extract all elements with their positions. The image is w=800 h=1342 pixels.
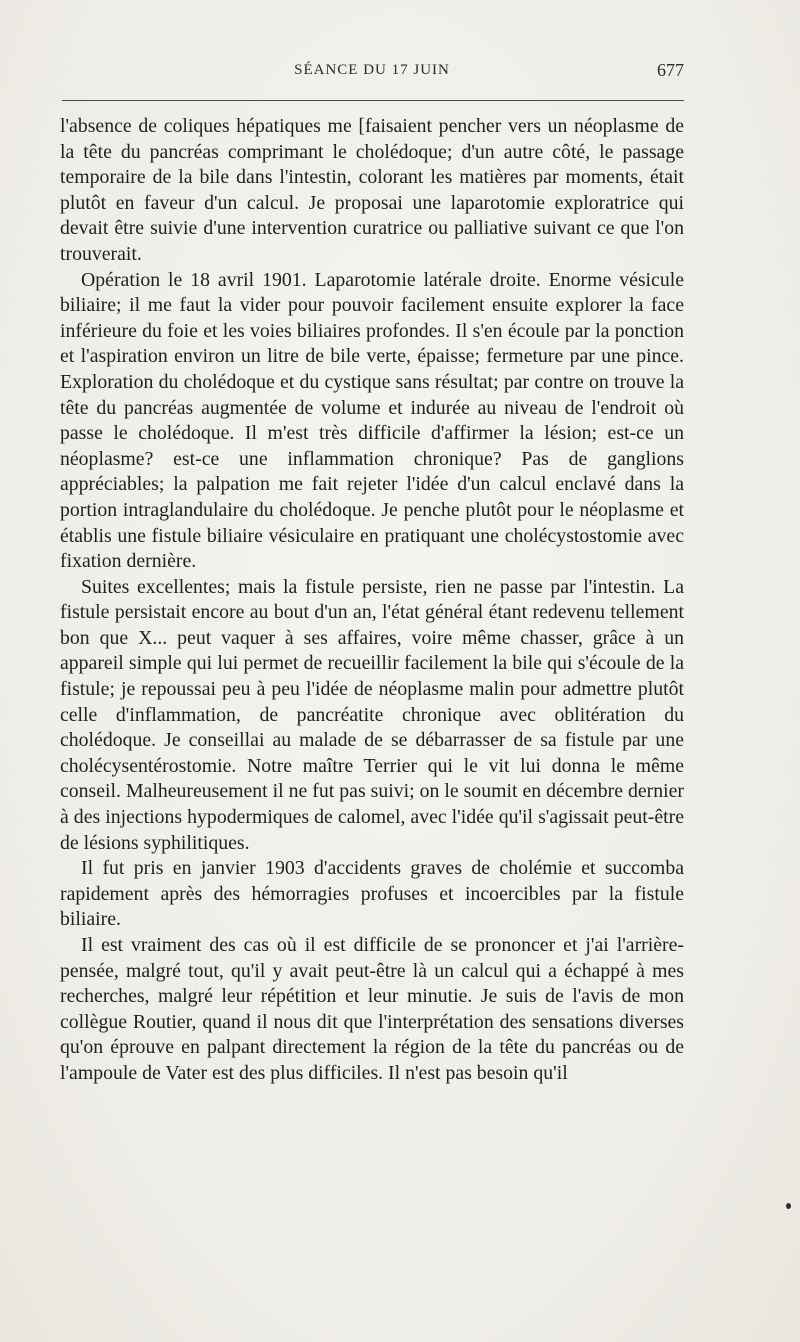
paragraph-3: Suites excellentes; mais la fistule persiste, rien ne passe par l'intestin. La fistule persistait encore au bout d'un an, l'état général étant redevenu tellement bon que X... peut vaquer à ses affaires, voire même chasser, grâce à un appareil simple qui lui permet de recueillir facilement la bile qui s'écoule de la fistule; je repoussai peu à peu l'idée de néoplasme malin pour admettre plutôt celle d'inflammation, de pancréatite chronique avec oblitération du cholédoque. Je conseillai au malade de se débarrasser de sa fistule par une cholécysentérostomie. Notre maître Terrier qui le vit lui donna le même conseil. Malheureusement il ne fut pas suivi; on le soumit en décembre dernier à des injections hypodermiques de calomel, avec l'idée qu'il s'agissait peut-être de lésions syphilitiques. <box>60 575 684 854</box>
body-text <box>60 114 684 1087</box>
running-title: SÉANCE DU 17 JUIN <box>294 62 450 78</box>
page-number: 677 <box>657 60 684 80</box>
margin-ink-dot <box>786 1203 791 1209</box>
paragraph-5: Il est vraiment des cas où il est difficile de se prononcer et j'ai l'arrière-pensée, malgré tout, qu'il y avait peut-être là un calcul qui a échappé à mes recherches, malgré leur répétition et leur minutie. Je suis de l'avis de mon collègue Routier, quand il nous dit que l'interprétation des sensations diverses qu'on éprouve en palpant directement la région de la tête du pancréas ou de l'ampoule de Vater est des plus difficiles. Il n'est pas besoin qu'il <box>60 934 684 1084</box>
page-header <box>60 60 684 90</box>
paragraph-4: Il fut pris en janvier 1903 d'accidents graves de cholémie et succomba rapidement après des hémorragies profuses et incoercibles par la fistule biliaire. <box>60 857 684 931</box>
paragraph-1: l'absence de coliques hépatiques me [faisaient pencher vers un néoplasme de la tête du pancréas comprimant le cholédoque; d'un autre côté, le passage temporaire de la bile dans l'intestin, colorant les matières par moments, était plutôt en faveur d'un calcul. Je proposai une laparotomie exploratrice qui devait être suivie d'une intervention curatrice ou palliative suivant ce que l'on trouverait. <box>60 115 684 265</box>
paragraph-2: Opération le 18 avril 1901. Laparotomie latérale droite. Enorme vésicule biliaire; il me faut la vider pour pouvoir facilement ensuite explorer la face inférieure du foie et les voies biliaires profondes. Il s'en écoule par la ponction et l'aspiration environ un litre de bile verte, épaisse; fermeture par une pince. Exploration du cholédoque et du cystique sans résultat; par contre on trouve la tête du pancréas augmentée de volume et indurée au niveau de l'endroit où passe le cholédoque. Il m'est très difficile d'affirmer la lésion; est-ce un néoplasme? est-ce une inflammation chronique? Pas de ganglions appréciables; la palpation me fait rejeter l'idée d'un calcul enclavé dans la portion intraglandulaire du cholédoque. Je penche plutôt pour le néoplasme et établis une fistule biliaire vésiculaire en pratiquant une cholécystostomie avec fixation dernière. <box>60 268 684 573</box>
header-rule <box>62 100 684 101</box>
